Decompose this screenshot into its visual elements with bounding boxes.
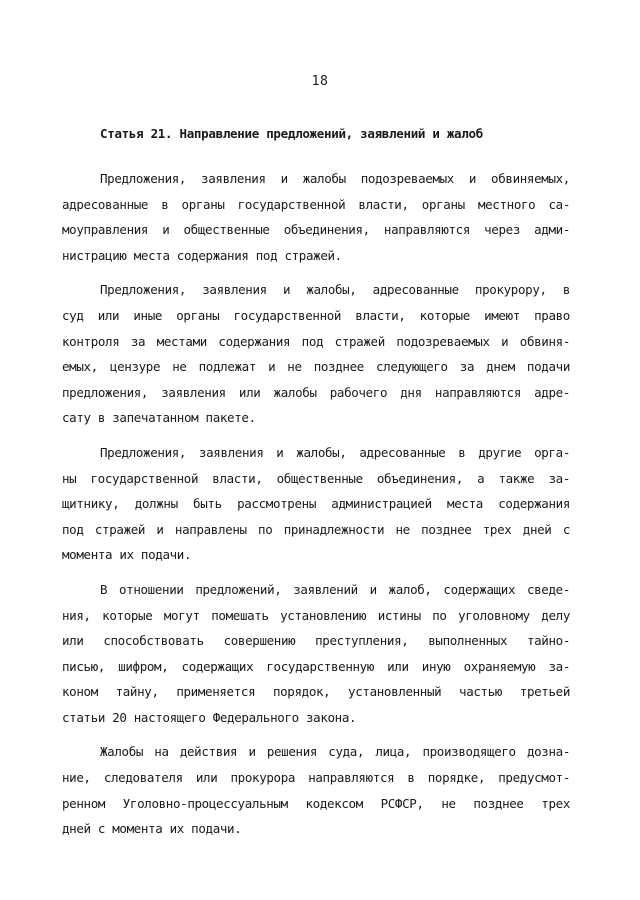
text-line: контроля за местами содержания под стражей подозреваемых и обвиня-: [62, 333, 570, 349]
paragraph: [62, 166, 570, 268]
text-line: адресованные в органы государственной власти, органы местного са-: [62, 196, 570, 212]
text-line: ны государственной власти, общественные объединения, а также за-: [62, 470, 570, 486]
text-line: нистрацию места содержания под стражей.: [62, 247, 342, 263]
text-line: дней с момента их подачи.: [62, 821, 242, 837]
text-line: моуправления и общественные объединения, направляются через адми-: [62, 222, 570, 238]
text-line: Предложения, заявления и жалобы, адресованные прокурору, в: [100, 282, 570, 298]
article-title: Статья 21. Направление предложений, заявлений и жалоб: [100, 126, 483, 141]
text-line: суд или иные органы государственной власти, которые имеют право: [62, 307, 570, 323]
page-number: 18: [311, 74, 329, 89]
text-line: В отношении предложений, заявлений и жалоб, содержащих сведе-: [100, 581, 570, 597]
paragraph: [62, 577, 570, 731]
paragraph: [62, 277, 570, 431]
text-line: предложения, заявления или жалобы рабочего дня направляются адре-: [62, 384, 570, 400]
text-line: ния, которые могут помешать установлению истины по уголовному делу: [62, 607, 570, 623]
text-line: коном тайну, применяется порядок, установленный частью третьей: [62, 684, 570, 700]
text-line: ние, следователя или прокурора направляются в порядке, предусмот-: [62, 770, 570, 786]
text-line: или способствовать совершению преступления, выполненных тайно-: [62, 633, 570, 649]
paragraph: [62, 440, 570, 568]
text-line: Предложения, заявления и жалобы подозреваемых и обвиняемых,: [100, 171, 570, 186]
text-line: Предложения, заявления и жалобы, адресованные в другие орга-: [100, 444, 570, 460]
article-body: [62, 166, 570, 851]
text-line: Жалобы на действия и решения суда, лица, производящего дозна-: [100, 744, 570, 760]
text-line: щитнику, должны быть рассмотрены администрацией места содержания: [62, 496, 570, 512]
paragraph: [62, 739, 570, 841]
text-line: под стражей и направлены по принадлежности не позднее трех дней с: [62, 521, 570, 537]
text-line: писью, шифром, содержащих государственную или иную охраняемую за-: [62, 658, 570, 674]
text-line: сату в запечатанном пакете.: [62, 410, 256, 426]
text-line: ренном Уголовно-процессуальным кодексом РСФСР, не позднее трех: [62, 795, 570, 811]
text-line: момента их подачи.: [62, 547, 192, 563]
text-line: статьи 20 настоящего Федерального закона.: [62, 709, 357, 725]
text-line: емых, цензуре не подлежат и не позднее следующего за днем подачи: [62, 359, 570, 375]
